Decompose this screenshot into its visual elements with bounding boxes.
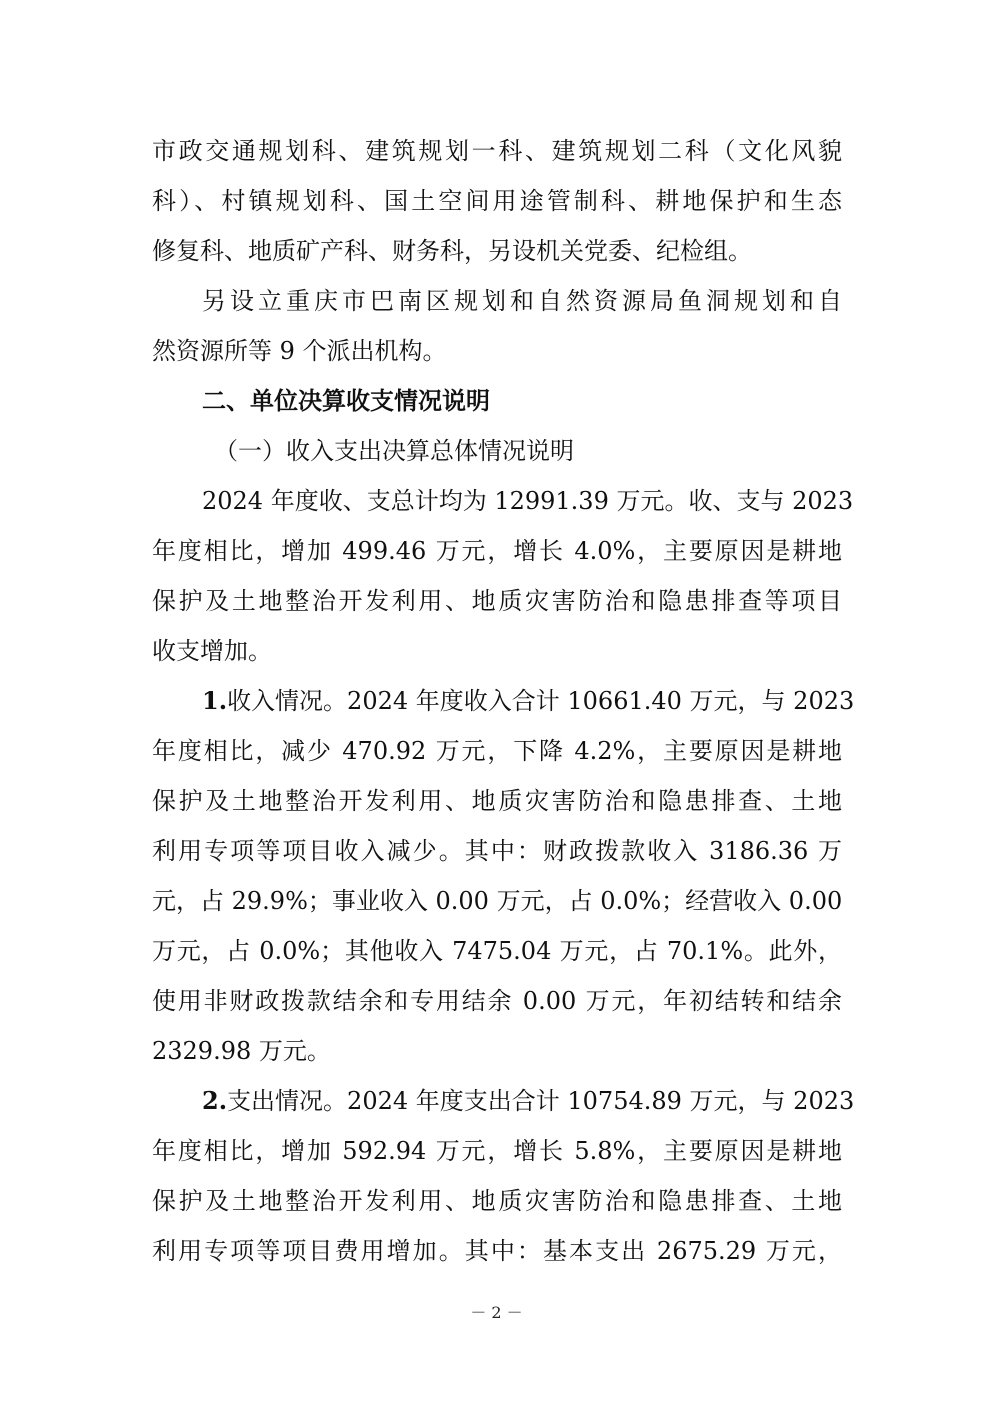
paragraph-line: 然资源所等 9 个派出机构。 — [152, 337, 447, 365]
paragraph-line — [152, 1076, 855, 1126]
paragraph-line — [152, 676, 855, 726]
paragraph-line: 保护及土地整治开发利用、地质灾害防治和隐患排查、土地 — [152, 1187, 842, 1215]
paragraph-line: 利用专项等项目费用增加。其中：基本支出 2675.29 万元， — [152, 1237, 842, 1265]
paragraph-line: 市政交通规划科、建筑规划一科、建筑规划二科（文化风貌 — [152, 137, 842, 165]
paragraph-line: 万元，占 0.0%；其他收入 7475.04 万元，占 70.1%。此外， — [152, 937, 842, 965]
paragraph-line: 收支增加。 — [152, 637, 272, 665]
paragraph-line: 另设立重庆市巴南区规划和自然资源局鱼洞规划和自 — [202, 287, 842, 315]
body-text — [152, 126, 855, 1276]
subsection-heading: （一）收入支出决算总体情况说明 — [214, 437, 574, 465]
page-number: － 2 － — [470, 1303, 523, 1322]
item-text: 支出情况。2024 年度支出合计 10754.89 万元，与 2023 — [227, 1087, 855, 1115]
item-number: 1. — [202, 686, 228, 715]
item-text: 收入情况。2024 年度收入合计 10661.40 万元，与 2023 — [227, 687, 855, 715]
section-heading: 二、单位决算收支情况说明 — [202, 387, 490, 415]
paragraph-line: 保护及土地整治开发利用、地质灾害防治和隐患排查等项目 — [152, 587, 842, 615]
item-number: 2. — [202, 1086, 228, 1115]
paragraph-line: 元，占 29.9%；事业收入 0.00 万元，占 0.0%；经营收入 0.00 — [152, 887, 843, 915]
paragraph-line: 年度相比，增加 499.46 万元，增长 4.0%，主要原因是耕地 — [152, 537, 842, 565]
paragraph-line: 年度相比，增加 592.94 万元，增长 5.8%，主要原因是耕地 — [152, 1137, 842, 1165]
paragraph-line: 使用非财政拨款结余和专用结余 0.00 万元，年初结转和结余 — [152, 987, 842, 1015]
paragraph-line: 年度相比，减少 470.92 万元，下降 4.2%，主要原因是耕地 — [152, 737, 842, 765]
paragraph-line: 修复科、地质矿产科、财务科，另设机关党委、纪检组。 — [152, 237, 752, 265]
paragraph-line: 2024 年度收、支总计均为 12991.39 万元。收、支与 2023 — [202, 487, 854, 515]
paragraph-line: 利用专项等项目收入减少。其中：财政拨款收入 3186.36 万 — [152, 837, 842, 865]
paragraph-line: 2329.98 万元。 — [152, 1037, 331, 1065]
paragraph-line: 保护及土地整治开发利用、地质灾害防治和隐患排查、土地 — [152, 787, 842, 815]
paragraph-line: 科）、村镇规划科、国土空间用途管制科、耕地保护和生态 — [152, 187, 842, 215]
